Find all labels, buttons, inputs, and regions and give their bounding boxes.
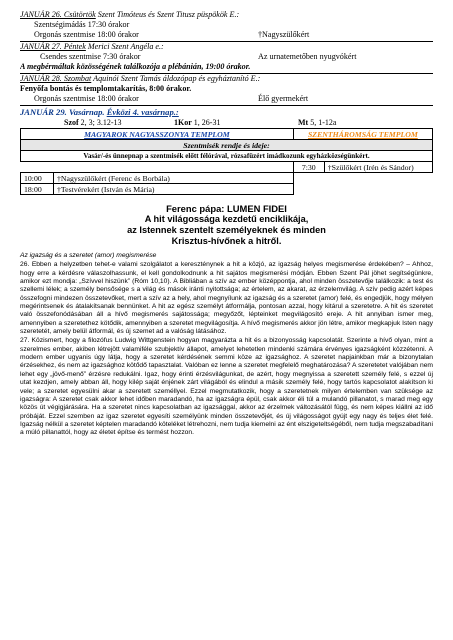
day-header (20, 10, 433, 20)
day-header (20, 42, 433, 52)
article-title-line: Krisztus-hívőnek a hitről. (171, 236, 282, 246)
empty-cell (293, 184, 432, 195)
article-title-line: Ferenc pápa: LUMEN FIDEI (166, 203, 287, 214)
article-title-line: A hit világossága kezdetű enciklikája, (144, 214, 309, 224)
mass-row (20, 20, 433, 30)
empty-cell (293, 173, 432, 184)
mass-row (20, 30, 433, 40)
day-feast: Szent Timóteus és Szent Titusz püspökök E.: (97, 10, 240, 19)
mass-intention: Az urnatemetőben nyugvókért (258, 52, 357, 61)
mass-row (20, 52, 433, 62)
mass-time: Orgonás szentmise 18:00 órakor (34, 94, 139, 103)
schedule-order-title: Szentmisék rendje és ideje: (21, 140, 433, 151)
day-friday (20, 42, 433, 72)
table-row (21, 184, 433, 195)
mass-intention: †Testvérekért (István és Mária) (54, 184, 294, 195)
paragraph-27: 27. Közismert, hogy a filozófus Ludwig Wittgenstein hogyan magyarázta a hit és a bizonyosság kapcsolatát. Szerinte a hívő olyan, mint a szerelmes ember, akiben létrejött valamiféle szubjektív állapot, amelyet lehetetlen mindenki számára érvényes igazságként közzétenni. A modern ember ugyanis úgy látja, hogy a szeretet kérdésének semmi köze az igazsághoz. A szeretet napjainkban már a bizonytalan érzésekhez, és nem az igazsághoz kötődő tapasztalat. Valóban ez lenne a szeretet megfelelő meghatározása? A szeretetet valójában nem lehet egy „jövő-menő” érzésre redukálni. Igaz, hogy érinti érzésvilágunkat, de azért, hogy megnyissa a szeretett személy felé, s ezzel új utat kezdjen, amely abban áll, hogy kilép saját énjének zárt világából és elindul a másik személy felé, hogy tartós kapcsolatot alakítson ki vele; a szeretet egyesülni akar a szeretett személlyel. Ezzel megmutatkozik, hogy a szeretetnek milyen értelemben van szüksége az igazságra: A szeretet csak akkor lehet időben maradandó, ha az igazságra épül, csak akkor éli túl a mulandó pillanatot, s marad meg egy közös út végigjárására. Ha a szeretet nincs kapcsolatban az igazsággal, akkor az érzelmek változásától függ, és nem képes kiállni az idő próbáját. Ezzel szemben az igaz szeretet egyesíti személyünk minden összetevőjét, és új világosságot gyújt egy nagy és teljes élet felé. Igazság nélkül a szeretet képtelen maradandó köteléket létrehozni, nem tudja kiemelni az ént elszigeteltségéből, nem tudja megszabadítani a múló pillanattól, hogy az életet építse és termést hozzon. (20, 337, 434, 437)
empty-cell (21, 162, 294, 173)
rosary-note: Vasár/-és ünnepnap a szentmisék előtt félórával, rózsafüzért imádkozunk egyházközségünkért. (21, 151, 433, 162)
article-title-line: az Istennek szentelt személyeknek és minden (127, 225, 326, 235)
article-title (20, 203, 433, 247)
church-left-title: MAGYAROK NAGYASSZONYA TEMPLOM (21, 129, 294, 140)
table-row (21, 162, 433, 173)
reading-3: Mt 5, 1-12a (298, 118, 337, 127)
day-thursday (20, 10, 433, 40)
mass-intention: †Szülőkért (Irén és Sándor) (324, 162, 432, 173)
day-date: JANUÁR 28. Szombat (20, 74, 92, 83)
church-right-title: SZENTHÁROMSÁG TEMPLOM (293, 129, 432, 140)
event-note: A megbérmáltak közösségének találkozója a plébánián, 19:00 órakor. (20, 62, 251, 71)
mass-time: Szentségimádás 17:30 órakor (34, 20, 130, 29)
day-divider (20, 105, 433, 106)
mass-intention: †Nagyszülőkért (258, 30, 310, 39)
mass-time: Orgonás szentmise 18:00 órakor (34, 30, 139, 39)
mass-time: Csendes szentmise 7:30 órakor (40, 52, 141, 61)
section-heading: Az igazság és a szeretet (amor) megismerése (20, 252, 157, 259)
mass-time: 18:00 (21, 184, 54, 195)
reading-2: 1Kor 1, 26-31 (174, 118, 221, 127)
day-date: JANUÁR 26. Csütörtök (20, 10, 96, 19)
paragraph-26: 26. Ebben a helyzetben tehet-e valami szolgálatot a kereszténynek a hit a közjó, az igazság helyes megismerése érdekében? – Ahhoz, hogy erre a kérdésre válaszolhassunk, el kell gondolkodnunk a hit sajátos megismerési módján. Ebben Szent Pál jöhet segítségünkre, amikor ezt mondja: „Szívvel hiszünk” (Róm 10,10). A Bibliában a szív az ember középpontja, ahol minden összetevője találkozik: a test és szellemi lélek; a személy bensősége s a világ és mások iránti nyitottsága; az értelem, az akarat, az érzelemvilág. A szív pedig azért képes összefogni mindezen összetevőket, mert a szív az a hely, ahol megnyílunk az igazság és a szeretet (amor) felé, és engedjük, hogy mélyen megérintsenek és átalakítsanak bennünket. A hit az egész személyt átformálja, pontosan azzal, hogy kitárul a szeretetre. A hit és szeretet való összefonódásában áll a hívő megismerés sajátossága; megyőzőt, lépteinket megvilágosító ereje. A hit annyiban ismer meg, amennyiben a szeretethez kötődik, amennyiben a szeretet megvilágosítja. A hívő megismerés akkor jön létre, amikor megkapjuk Isten nagy szeretetét, amely belül átformál, és új szemet ad a valóság látásához. (20, 261, 433, 336)
mass-intention: Élő gyermekért (258, 94, 309, 103)
sunday-week: Évközi 4. vasárnap.: (106, 107, 179, 117)
day-header (20, 74, 433, 84)
mass-intention: †Nagyszülőkért (Ferenc és Borbála) (54, 173, 294, 184)
sunday-date: JANUÁR 29. Vasárnap. (20, 107, 105, 117)
table-row (21, 173, 433, 184)
reading-1: Szof 2, 3; 3.12-13 (64, 118, 122, 127)
mass-row (20, 94, 433, 104)
day-saturday (20, 74, 433, 104)
day-date: JANUÁR 27. Péntek (20, 42, 86, 51)
mass-time: 7:30 (293, 162, 324, 173)
day-feast: Merici Szent Angéla e.: (87, 42, 164, 51)
day-feast: Aquinói Szent Tamás áldozópap és egyháztanító E.: (93, 74, 261, 83)
readings (20, 118, 433, 128)
event-note: Fenyőfa bontás és templomtakarítás, 8:00 órakor. (20, 84, 192, 93)
mass-time: 10:00 (21, 173, 54, 184)
mass-schedule-table (20, 128, 433, 195)
sunday-header (20, 107, 433, 118)
article-body (20, 252, 433, 438)
